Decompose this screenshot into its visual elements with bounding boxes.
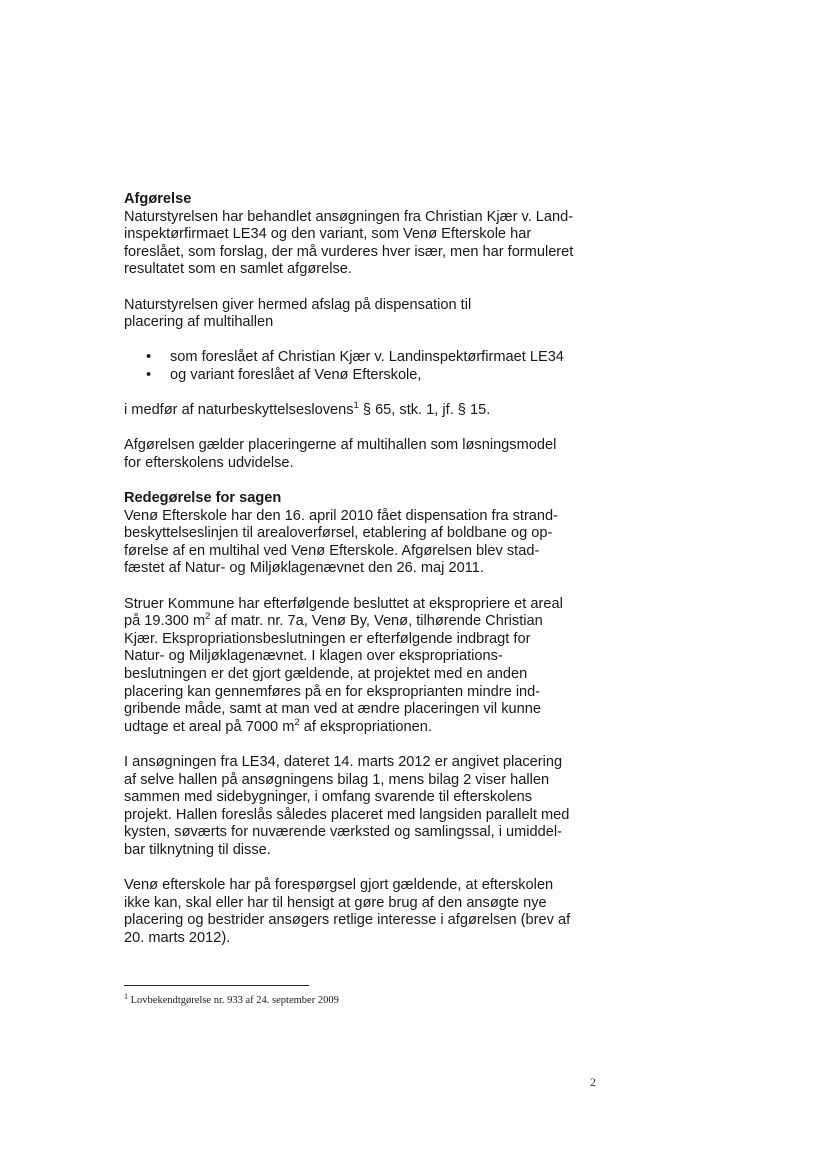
section-heading-account: Redegørelse for sagen [124, 490, 282, 507]
refusal-line: Naturstyrelsen giver hermed afslag på dispensation til [124, 296, 472, 313]
paragraph-line: førelse af en multihal ved Venø Efterskole. Afgørelsen blev stad- [124, 542, 540, 559]
decision-intro-line: resultatet som en samlet afgørelse. [124, 261, 352, 278]
paragraph-line: Struer Kommune har efterfølgende besluttet at ekspropriere et areal [124, 595, 563, 612]
scope-line: Afgørelsen gælder placeringerne af multihallen som løsningsmodel [124, 437, 557, 454]
paragraph-line: gribende måde, samt at man ved at ændre placeringen vil kunne [124, 701, 541, 718]
footnote-marker: 1 [124, 992, 128, 1001]
footnote-reference: 1 [353, 400, 359, 412]
square-unit: 2 [294, 716, 300, 728]
square-unit: 2 [205, 611, 211, 623]
refusal-line: placering af multihallen [124, 314, 274, 331]
paragraph-line: Natur- og Miljøklagenævnet. I klagen over ekspropriations- [124, 648, 503, 665]
paragraph-line: af selve hallen på ansøgningens bilag 1, mens bilag 2 viser hallen [124, 771, 550, 788]
footnote-text: Lovbekendtgørelse nr. 933 af 24. september 2009 [128, 995, 339, 1006]
paragraph-line: sammen med sidebygninger, i omfang svarende til efterskolens [124, 789, 533, 806]
bullet-list [124, 349, 604, 384]
area-text: udtage et areal på 7000 m [124, 718, 295, 735]
paragraph-line: fæstet af Natur- og Miljøklagenævnet den 26. maj 2011. [124, 560, 484, 577]
paragraph-line: placering og bestrider ansøgers retlige interesse i afgørelsen (brev af [124, 912, 571, 929]
paragraph-line [124, 716, 604, 737]
bullet-text: som foreslået af Christian Kjær v. Landinspektørfirmaet LE34 [170, 349, 564, 366]
section-heading-decision: Afgørelse [124, 191, 192, 207]
area-text-continued: af ekspropriationen. [299, 718, 432, 735]
bullet-icon: • [146, 349, 152, 366]
paragraph-line: ikke kan, skal eller har til hensigt at gøre brug af den ansøgte nye [124, 894, 547, 911]
paragraph-line [124, 613, 604, 631]
paragraph-line: I ansøgningen fra LE34, dateret 14. marts 2012 er angivet placering [124, 754, 563, 770]
decision-intro-line: Naturstyrelsen har behandlet ansøgningen fra Christian Kjær v. Land- [124, 208, 574, 225]
page-number: 2 [590, 1075, 596, 1089]
paragraph-line: bar tilknytning til disse. [124, 841, 271, 858]
area-text-continued: af matr. nr. 7a, Venø By, Venø, tilhørende Christian [210, 613, 543, 630]
paragraph-line: Kjær. Ekspropriationsbeslutningen er efterfølgende indbragt for [124, 630, 531, 647]
document-body [124, 191, 604, 948]
decision-intro-line: foreslået, som forslag, der må vurderes hver især, men har formuleret [124, 243, 574, 260]
bullet-item [146, 367, 604, 385]
footnote [124, 992, 339, 1006]
paragraph-line: placering kan gennemføres på en for eksproprianten mindre ind- [124, 683, 541, 700]
decision-intro-line: inspektørfirmaet LE34 og den variant, som Venø Efterskole har [124, 226, 532, 243]
paragraph-line: 20. marts 2012). [124, 929, 231, 946]
scope-line: for efterskolens udvidelse. [124, 454, 294, 471]
legal-basis-text: i medfør af naturbeskyttelseslovens [124, 402, 354, 419]
legal-basis [124, 402, 604, 420]
footnote-divider [124, 985, 309, 986]
legal-basis-paragraph: § 65, stk. 1, jf. § 15. [358, 402, 491, 419]
paragraph-line: Venø Efterskole har den 16. april 2010 fået dispensation fra strand- [124, 507, 559, 524]
bullet-text: og variant foreslået af Venø Efterskole, [170, 366, 422, 383]
paragraph-line: beskyttelseslinjen til arealoverførsel, etablering af boldbane og op- [124, 525, 553, 542]
bullet-icon: • [146, 366, 152, 383]
paragraph-line: kysten, søværts for nuværende værksted og samlingssal, i umiddel- [124, 824, 562, 841]
paragraph-line: Venø efterskole har på forespørgsel gjort gældende, at efterskolen [124, 877, 554, 894]
area-text: på 19.300 m [124, 613, 206, 630]
paragraph-line: beslutningen er det gjort gældende, at projektet med en anden [124, 666, 528, 683]
paragraph-line: projekt. Hallen foreslås således placeret med langsiden parallelt med [124, 806, 570, 823]
bullet-item [146, 349, 604, 367]
